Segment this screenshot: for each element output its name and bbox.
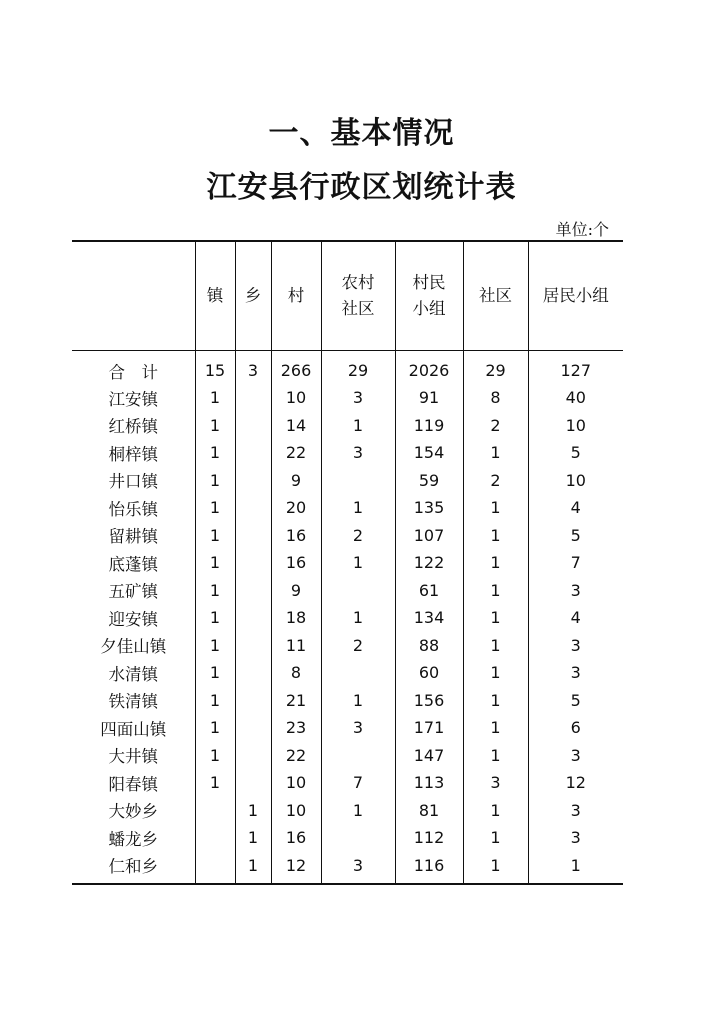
row-name-cell: 大妙乡 [108,802,158,822]
value-cell: 91 [395,384,463,412]
row-name-cell: 夕佳山镇 [100,637,167,657]
value-cell: 266 [271,351,321,385]
column-header [463,241,528,351]
value-cell: 16 [271,549,321,577]
value-cell: 1 [195,494,235,522]
value-cell: 60 [395,659,463,687]
table-header-row [72,241,623,351]
table-row [72,852,623,885]
column-header-line: 小组 [412,299,446,318]
table-row [72,714,623,742]
value-cell: 2 [463,467,528,495]
row-name-cell: 四面山镇 [100,719,167,739]
value-cell: 1 [463,714,528,742]
value-cell [235,384,271,412]
column-header-line: 农村 [341,273,375,292]
value-cell: 3 [528,577,623,605]
unit-note [556,217,609,240]
value-cell: 134 [395,604,463,632]
row-name-cell: 迎安镇 [108,609,158,629]
row-name-cell: 江安镇 [108,389,158,409]
value-cell: 11 [271,632,321,660]
value-cell [235,494,271,522]
value-cell: 1 [528,852,623,885]
value-cell [235,769,271,797]
column-header [235,241,271,351]
column-header-line: 社区 [479,286,512,305]
value-cell [321,577,395,605]
value-cell [195,852,235,885]
value-cell: 7 [528,549,623,577]
value-cell: 1 [463,604,528,632]
total-row [72,351,623,385]
table-row [72,549,623,577]
value-cell: 8 [271,659,321,687]
value-cell [235,412,271,440]
value-cell: 16 [271,522,321,550]
value-cell [235,549,271,577]
value-cell [235,659,271,687]
table-row [72,577,623,605]
table-title: 江安县行政区划统计表 [206,170,517,205]
value-cell: 1 [463,494,528,522]
value-cell: 1 [463,742,528,770]
value-cell: 1 [235,797,271,825]
value-cell: 9 [271,577,321,605]
value-cell: 1 [321,687,395,715]
value-cell: 10 [271,384,321,412]
value-cell: 22 [271,439,321,467]
table-row [72,494,623,522]
column-header [72,241,195,351]
value-cell: 135 [395,494,463,522]
table-row [72,412,623,440]
value-cell: 9 [271,467,321,495]
value-cell: 10 [271,769,321,797]
value-cell: 156 [395,687,463,715]
value-cell: 3 [528,632,623,660]
value-cell: 1 [235,852,271,885]
value-cell: 1 [463,632,528,660]
row-name-cell: 阳春镇 [108,774,158,794]
row-name-cell: 蟠龙乡 [108,829,158,849]
value-cell: 2026 [395,351,463,385]
value-cell: 22 [271,742,321,770]
value-cell: 21 [271,687,321,715]
column-header [395,241,463,351]
value-cell: 2 [463,412,528,440]
value-cell: 88 [395,632,463,660]
column-header [271,241,321,351]
table-row [72,659,623,687]
value-cell: 107 [395,522,463,550]
value-cell: 1 [195,549,235,577]
value-cell: 3 [463,769,528,797]
value-cell: 3 [528,797,623,825]
row-name-cell: 留耕镇 [108,527,158,547]
value-cell [235,714,271,742]
value-cell [235,577,271,605]
value-cell [321,742,395,770]
value-cell: 3 [321,714,395,742]
table-row [72,522,623,550]
value-cell: 5 [528,522,623,550]
row-name-cell: 合 计 [108,362,158,382]
value-cell: 154 [395,439,463,467]
value-cell: 112 [395,824,463,852]
table-row [72,687,623,715]
table-row [72,632,623,660]
value-cell: 1 [463,687,528,715]
value-cell: 12 [271,852,321,885]
column-header-line: 乡 [244,286,262,305]
value-cell: 3 [528,659,623,687]
row-name-cell: 五矿镇 [108,582,158,602]
value-cell: 1 [321,604,395,632]
value-cell [235,632,271,660]
value-cell: 1 [321,412,395,440]
value-cell: 4 [528,604,623,632]
value-cell: 1 [463,577,528,605]
value-cell: 1 [195,659,235,687]
table-row [72,769,623,797]
value-cell: 5 [528,439,623,467]
column-header [321,241,395,351]
value-cell: 10 [528,412,623,440]
value-cell: 1 [321,549,395,577]
value-cell: 1 [195,687,235,715]
value-cell: 3 [321,439,395,467]
value-cell: 2 [321,632,395,660]
value-cell: 1 [463,549,528,577]
value-cell [235,604,271,632]
row-name-cell: 底蓬镇 [108,554,158,574]
value-cell [235,522,271,550]
value-cell: 1 [463,852,528,885]
value-cell: 3 [321,852,395,885]
value-cell [195,797,235,825]
value-cell: 1 [195,769,235,797]
value-cell: 116 [395,852,463,885]
value-cell: 4 [528,494,623,522]
table-row [72,604,623,632]
value-cell: 8 [463,384,528,412]
value-cell: 1 [195,604,235,632]
value-cell: 1 [195,522,235,550]
row-name-cell: 红桥镇 [108,417,158,437]
value-cell: 1 [321,797,395,825]
value-cell: 2 [321,522,395,550]
value-cell: 15 [195,351,235,385]
row-name-cell: 怡乐镇 [108,499,158,519]
value-cell: 3 [321,384,395,412]
value-cell: 40 [528,384,623,412]
value-cell: 1 [195,467,235,495]
value-cell: 10 [528,467,623,495]
value-cell: 20 [271,494,321,522]
value-cell: 1 [195,632,235,660]
table-body [72,351,623,885]
value-cell: 5 [528,687,623,715]
value-cell: 1 [195,714,235,742]
column-header [528,241,623,351]
value-cell [235,439,271,467]
value-cell [195,824,235,852]
value-cell: 127 [528,351,623,385]
row-name-cell: 仁和乡 [72,852,195,885]
table-row [72,797,623,825]
value-cell: 18 [271,604,321,632]
unit-value: 个 [592,220,609,239]
value-cell: 1 [195,577,235,605]
value-cell [321,467,395,495]
value-cell [321,824,395,852]
value-cell: 171 [395,714,463,742]
value-cell [321,659,395,687]
value-cell: 3 [528,824,623,852]
table-row [72,467,623,495]
value-cell: 147 [395,742,463,770]
table-row [72,384,623,412]
value-cell: 16 [271,824,321,852]
value-cell: 14 [271,412,321,440]
value-cell: 1 [463,659,528,687]
column-header-line: 村 [287,286,305,305]
value-cell: 3 [528,742,623,770]
division-stats-table [72,240,623,885]
value-cell: 7 [321,769,395,797]
value-cell [235,687,271,715]
row-name-cell: 大井镇 [108,747,158,767]
row-name-cell: 铁清镇 [108,692,158,712]
column-header [195,241,235,351]
value-cell [235,467,271,495]
value-cell: 1 [463,824,528,852]
section-title: 一、基本情况 [268,116,455,151]
unit-label: 单位: [555,220,593,239]
value-cell [235,742,271,770]
column-header-line: 村民 [412,273,446,292]
value-cell: 113 [395,769,463,797]
column-header-line: 镇 [206,286,224,305]
value-cell: 122 [395,549,463,577]
row-name-cell: 水清镇 [108,664,158,684]
row-name-cell: 桐梓镇 [108,444,158,464]
table-row [72,824,623,852]
row-name-cell: 井口镇 [108,472,158,492]
value-cell: 6 [528,714,623,742]
value-cell: 29 [321,351,395,385]
column-header-line: 社区 [341,299,375,318]
table-row [72,439,623,467]
value-cell: 1 [463,439,528,467]
value-cell: 1 [195,439,235,467]
value-cell: 23 [271,714,321,742]
value-cell: 81 [395,797,463,825]
value-cell: 1 [463,797,528,825]
value-cell: 12 [528,769,623,797]
value-cell: 1 [195,384,235,412]
value-cell: 29 [463,351,528,385]
table-row [72,742,623,770]
value-cell: 59 [395,467,463,495]
value-cell: 1 [321,494,395,522]
value-cell: 3 [235,351,271,385]
value-cell: 1 [463,522,528,550]
value-cell: 1 [195,412,235,440]
value-cell: 119 [395,412,463,440]
value-cell: 10 [271,797,321,825]
value-cell: 1 [235,824,271,852]
column-header-line: 居民小组 [542,286,609,305]
value-cell: 1 [195,742,235,770]
value-cell: 61 [395,577,463,605]
